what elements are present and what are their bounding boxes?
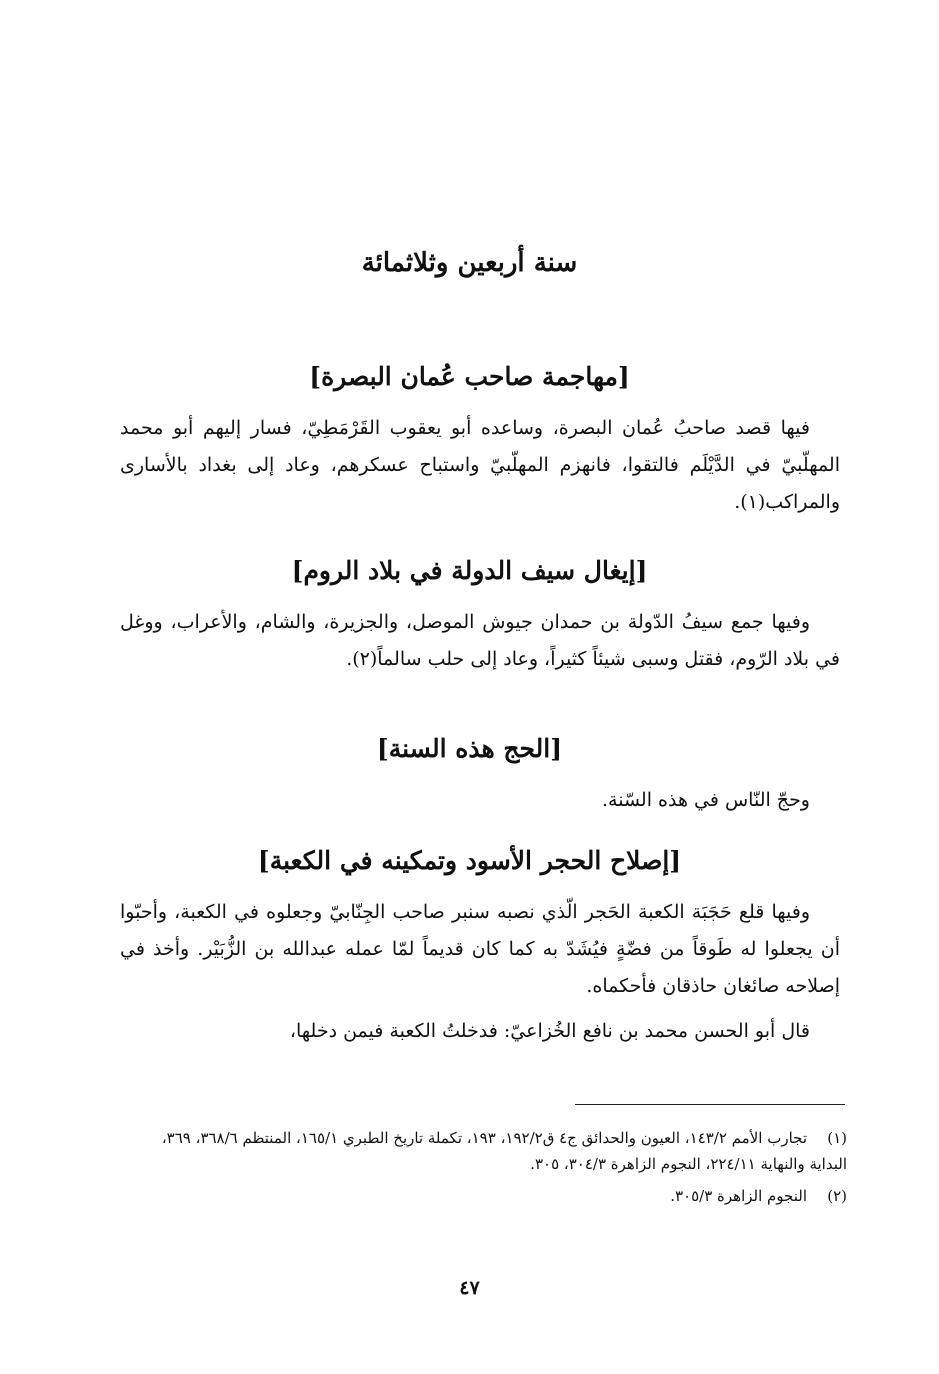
section-heading-hajj: [الحج هذه السنة] bbox=[376, 734, 563, 763]
page-number: ٤٧ bbox=[459, 1277, 480, 1299]
footnote bbox=[120, 1183, 847, 1209]
section-body-oman-attack bbox=[120, 410, 840, 521]
footnote-separator bbox=[575, 1104, 845, 1105]
footnote-text: النجوم الزاهرة ٣٠٥/٣. bbox=[670, 1187, 807, 1205]
paragraph: قال أبو الحسن محمد بن نافع الخُزاعيّ: فدخلتُ الكعبة فيمن دخلها، bbox=[289, 1020, 810, 1042]
year-title: سنة أربعين وثلاثمائة bbox=[361, 248, 578, 278]
paragraph: وفيها جمع سيفُ الدّولة بن حمدان جيوش الموصل، والجزيرة، والشام، والأعراب، ووغل في بلاد الرّوم، فقتل وسبى شيئاً كثيراً، وعاد إلى حلب سالماً(٢). bbox=[120, 611, 840, 670]
section-body-black-stone bbox=[120, 894, 840, 1050]
section-heading-sayf-aldawla: [إيغال سيف الدولة في بلاد الروم] bbox=[291, 556, 648, 585]
paragraph: فيها قصد صاحبُ عُمان البصرة، وساعده أبو يعقوب القَرْمَطِيّ، فسار إليهم أبو محمد المهلّبيّ في الدَّيْلَم فالتقوا، فانهزم المهلّبيّ واستباح عسكرهم، وعاد إلى بغداد بالأسارى والمراكب(١). bbox=[120, 417, 840, 513]
section-heading-oman-attack: [مهاجمة صاحب عُمان البصرة] bbox=[309, 362, 630, 391]
footnotes bbox=[120, 1125, 847, 1209]
section-heading-black-stone: [إصلاح الحجر الأسود وتمكينه في الكعبة] bbox=[257, 846, 682, 875]
footnote-number: (٢) bbox=[827, 1187, 847, 1205]
footnote-number: (١) bbox=[827, 1129, 847, 1147]
footnote-text: تجارب الأمم ١٤٣/٢، العيون والحدائق ج٤ ق١٩٢/٢، ١٩٣، تكملة تاريخ الطبري ١٦٥/١، المنتظم ٣٦٨/٦، ٣٦٩، البداية والنهاية ٢٢٤/١١، النجوم الزاهرة ٣٠٤/٣، ٣٠٥. bbox=[161, 1129, 847, 1173]
footnote bbox=[120, 1125, 847, 1177]
paragraph: وفيها قلع حَجَبَة الكعبة الحَجر الّذي نصبه سنبر صاحب الجِنّابيّ وجعلوه في الكعبة، وأحبّوا أن يجعلوا له طَوقاً من فضّةٍ فيُشَدّ به كما كان قديماً لمّا عمله عبدالله بن الزُّبَيْر. وأخذ في إصلاحه صائغان حاذقان فأحكماه. bbox=[120, 901, 840, 997]
section-body-hajj bbox=[120, 782, 840, 819]
section-body-sayf-aldawla bbox=[120, 604, 840, 678]
paragraph: وحجّ النّاس في هذه السّنة. bbox=[602, 789, 810, 811]
